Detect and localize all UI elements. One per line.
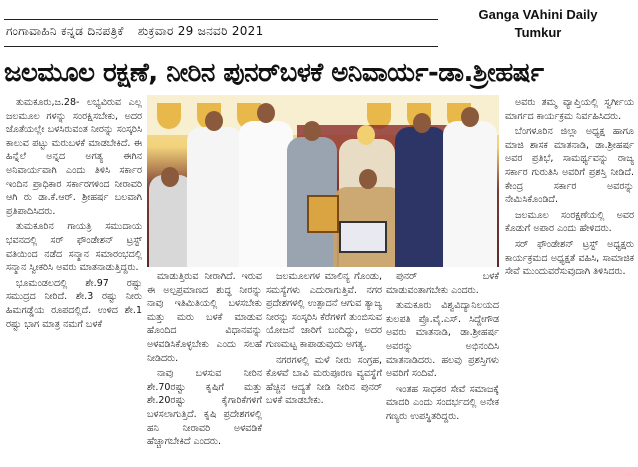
article-column-1: [6, 96, 142, 464]
person-head: [257, 103, 275, 123]
paragraph: ತುಮಕೂರು,ಜ.28- ಲಭ್ಯವಿರುವ ಎಲ್ಲ ಜಲಮೂಲ ಗಳನ್ನು ಸಂರಕ್ಷಿಸಬೇಕು, ಅದರ ಜೊತೆಯಲ್ಲೇ ಬಳಸಿರುವಂತ ನೀರನ್ನು ಸಂಸ್ಕರಿಸಿ ಕಾಲುವ ಪಟ್ಟು ಮರುಬಳಕೆ ಮಾಡಬೇಕಿದೆ. ಈ ಹಿನ್ನೆಲೆ ಅನ್ನದ ಅಗತ್ಯ ಈಗಿನ ಅನಿವಾರ್ಯವಾಗಿ ಎಂದು ತಿಳಿಸಿ ಸರ್ಕಾರ ಇಂದಿನ ಪ್ರಾಧಿಕಾರ ಸರ್ಕಾರಗಳಿಂದ ನೀರಾವರಿ ಆಗಿ ರು ಡಾ.ಕೆ.ಆರ್. ಶ್ರೀಹರ್ಷ ಬಲವಾಗಿ ಪ್ರತಿಪಾದಿಸಿದರು.: [6, 97, 142, 217]
article-column-4: [386, 270, 499, 464]
masthead-rule: [4, 46, 438, 47]
masthead-left: [6, 24, 274, 39]
paragraph: ಪುನರ್ ಬಳಕೆ ಮಾಡುವಂತಾಗಬೇಕು ಎಂದರು.: [386, 271, 499, 296]
person-head: [303, 121, 321, 141]
paragraph: ನಗರಗಳಲ್ಲಿ ಮಳೆ ನೀರು ಸಂಗ್ರಹ, ಕೊಳವೆ ಬಾವಿ ಮರುಪೂರಣ ವ್ಯವಸ್ಥೆಗೆ ಹೆಚ್ಚಿನ ಆದ್ಯತೆ ನೀಡಿ ನೀರಿನ ಪುನರ್ ಬಳಕೆ ಮಾಡಬೇಕು.: [266, 354, 382, 407]
person: [443, 121, 497, 267]
issue-date: ಶುಕ್ರವಾರ 29 ಜನವರಿ 2021: [137, 24, 264, 38]
award-plaque: [339, 221, 387, 253]
paragraph: ಮಾಡುತ್ತಿರುವ ನೀರಾಗಿದೆ. ಇರುವ ಈ ಅಲ್ಪಪ್ರಮಾಣದ ಶುದ್ಧ ನೀರನ್ನು ನಾವು ಇತಿಮಿತಿಯಲ್ಲಿ ಬಳಸಬೇಕು ಮತ್ತು ಮರು ಬಳಕೆ ಮಾಡುವ ಹೊಂದಿದ ವಿಧಾನವನ್ನು ಅಳವಡಿಸಿಕೊಳ್ಳಬೇಕು ಎಂದು ಸಲಹೆ ನೀಡಿದರು.: [147, 271, 262, 364]
paragraph: ತುಮಕೂರಿನ ಗಾಯತ್ರಿ ಸಮುದಾಯ ಭವನದಲ್ಲಿ ಸರ್ ಫೌಂಡೇಶನ್ ಟ್ರಸ್ಟ್ ವತಿಯಿಂದ ನಡೆದ ಸನ್ಮಾನ ಸಮಾರಂಭದಲ್ಲಿ ಸನ್ಮಾನ ಸ್ವೀಕರಿಸಿ ಅವರು ಮಾತನಾಡುತ್ತಿದ್ದರು.: [6, 221, 142, 274]
headline: ಜಲಮೂಲ ರಕ್ಷಣೆ, ನೀರಿನ ಪುನರ್‌ಬಳಕೆ ಅನಿವಾರ್ಯ-ಡಾ.ಶ್ರೀಹರ್ಷ: [4, 58, 544, 88]
framed-portrait: [307, 195, 339, 233]
paper-city: Tumkur: [514, 25, 562, 40]
person-head: [205, 111, 223, 131]
person-head: [413, 113, 431, 133]
event-photo: [147, 95, 499, 267]
paragraph: ಭೂಮಂಡಲದಲ್ಲಿ ಶೇ.97 ರಷ್ಟು ಸಮುದ್ರದ ನೀರಿದೆ. ಶೇ.3 ರಷ್ಟು ನೀರು ಹಿಮಗಡ್ಡೆಯ ರೂಪದಲ್ಲಿದೆ. ಉಳಿದ ಶೇ.1 ರಷ್ಟು ಭಾಗ ಮಾತ್ರ ನಮಗೆ ಬಳಕೆ: [6, 277, 142, 330]
person: [239, 121, 293, 267]
paragraph: ಅವರು ತಮ್ಮ ವ್ಯಾಪ್ತಿಯಲ್ಲಿ ಸ್ವರ್ಗೀಯ ಮಾರ್ಗದ ಕಾರ್ಯಕ್ರಮ ನಿರ್ವಹಿಸಿದರು.: [505, 97, 634, 122]
turban: [357, 125, 375, 145]
person: [187, 127, 243, 267]
person-head: [161, 167, 179, 187]
paragraph: ಇಂತಹ ಸಾಧಕರ ಸೇವೆ ಸಮಾಜಕ್ಕೆ ಮಾದರಿ ಎಂದು ಸಂದರ್ಭದಲ್ಲಿ ಅನೇಕ ಗಣ್ಯರು ಉಪಸ್ಥಿತರಿದ್ದರು.: [386, 383, 499, 422]
drape-decoration: [157, 103, 181, 129]
top-rule: [4, 19, 438, 20]
paragraph: ಜಲಮೂಲಗಳ ಮಾಲಿನ್ಯ ಗೊಂಡು, ಸಮಸ್ಯೆಗಳು ಎದುರಾಗುತ್ತಿವೆ. ನಗರ ಪ್ರದೇಶಗಳಲ್ಲಿ ಉತ್ಪಾದನೆ ಆಗುವ ತ್ಯಾಜ್ಯ ನೀರನ್ನು ಸಂಸ್ಕರಿಸಿ ಕೆರೆಗಳಿಗೆ ತುಂಬಿಸುವ ಯೋಜನೆ ಜಾರಿಗೆ ಬಂದಿದ್ದು, ಅದರ ಗುಣಮಟ್ಟ ಕಾಪಾಡುವುದು ಅಗತ್ಯ.: [266, 271, 382, 350]
paragraph: ಬೆಂಗಳೂರಿನ ಜಿಲ್ಲಾ ಅಧ್ಯಕ್ಷ ಹಾಗೂ ಮಾಜಿ ಶಾಸಕ ಮಾತನಾಡಿ, ಡಾ.ಶ್ರೀಹರ್ಷ ಅವರ ಪ್ರತಿಭೆ, ಸಾಮರ್ಥ್ಯವನ್ನು ರಾಜ್ಯ ಸರ್ಕಾರ ಗುರುತಿಸಿ ಅವರಿಗೆ ಪ್ರಶಸ್ತಿ ನೀಡಿದೆ. ಕೇಂದ್ರ ಸರ್ಕಾರ ಅವರನ್ನು ನೇಮಿಸಿಕೊಂಡಿದೆ.: [505, 126, 634, 206]
person-head: [359, 169, 377, 189]
person-head: [461, 107, 479, 127]
paragraph: ಜಲಮೂಲ ಸಂರಕ್ಷಣೆಯಲ್ಲಿ ಅವರ ಕೊಡುಗೆ ಅಪಾರ ಎಂದು ಹೇಳಿದರು.: [505, 209, 634, 235]
paragraph: ತುಮಕೂರು ವಿಶ್ವವಿದ್ಯಾನಿಲಯದ ಕುಲಪತಿ ಪ್ರೊ.ವೈ.ಎಸ್. ಸಿದ್ದೇಗೌಡ ಅವರು ಮಾತನಾಡಿ, ಡಾ.ಶ್ರೀಹರ್ಷ ಅವರನ್ನು ಅಭಿನಂದಿಸಿ ಮಾತನಾಡಿದರು. ಹಲವು ಪ್ರಶಸ್ತಿಗಳು ಅವರಿಗೆ ಸಂದಿವೆ.: [386, 300, 499, 380]
paper-name-english: Ganga VAhini Daily: [478, 7, 598, 22]
paragraph: ಸರ್ ಫೌಂಡೇಶನ್ ಟ್ರಸ್ಟ್ ಅಧ್ಯಕ್ಷರು ಕಾರ್ಯಕ್ರಮದ ಅಧ್ಯಕ್ಷತೆ ವಹಿಸಿ, ಸಾಮಾಜಿಕ ಸೇವೆ ಮುಂದುವರೆಸುವುದಾಗಿ ತಿಳಿಸಿದರು.: [505, 238, 634, 278]
person: [395, 127, 447, 267]
masthead-right: [440, 6, 636, 42]
article-column-5: [505, 96, 634, 464]
article-column-3: [266, 270, 382, 464]
paper-name-kannada: ಗಂಗಾವಾಹಿನಿ ಕನ್ನಡ ದಿನಪತ್ರಿಕೆ: [6, 24, 124, 38]
article-column-2: [147, 270, 262, 464]
paragraph: ನಾವು ಬಳಸುವ ನೀರಿನ ಶೇ.70ರಷ್ಟು ಕೃಷಿಗೆ ಮತ್ತು ಶೇ.20ರಷ್ಟು ಕೈಗಾರಿಕೆಗಳಿಗೆ ಬಳಸಲಾಗುತ್ತಿದೆ. ಕೃಷಿ ಪ್ರದೇಶಗಳಲ್ಲಿ ಹನಿ ನೀರಾವರಿ ಅಳವಡಿಕೆ ಹೆಚ್ಚಾಗಬೇಕಿದೆ ಎಂದರು.: [147, 368, 262, 448]
